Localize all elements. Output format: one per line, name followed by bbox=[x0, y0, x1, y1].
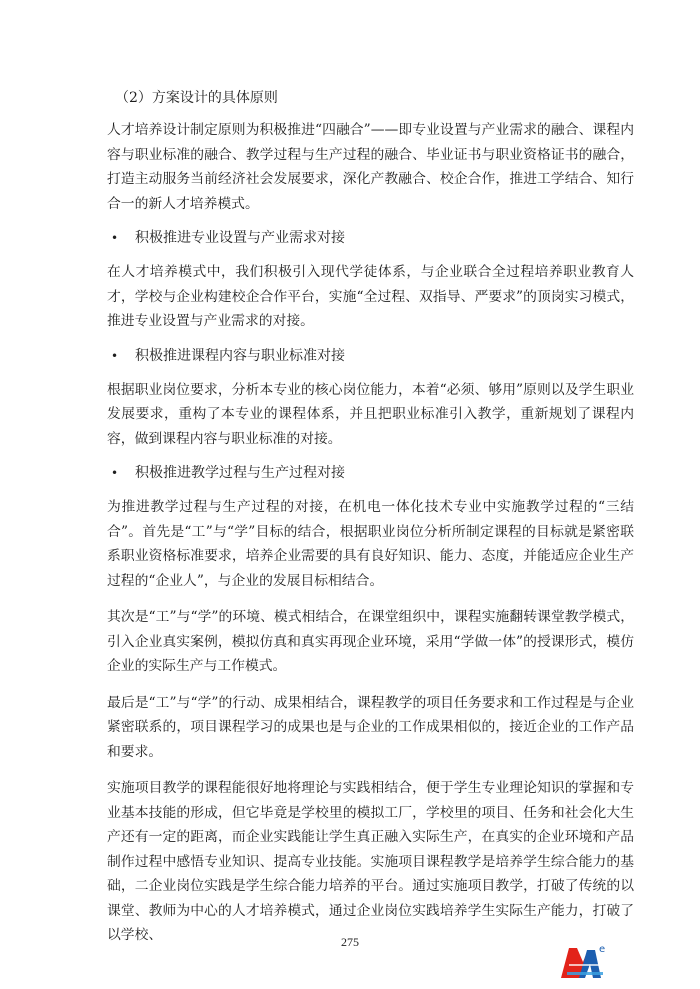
document-body bbox=[107, 88, 634, 960]
paragraph-environment-mode: 其次是“工”与“学”的环境、模式相结合，在课堂组织中，课程实施翻转课堂教学模式，引入企业真实案例，模拟仿真和真实再现企业环境，采用“学做一体”的授课形式，模仿企业的实际生产与工作模式。 bbox=[107, 609, 634, 674]
bullet-label: 积极推进教学过程与生产过程对接 bbox=[135, 465, 345, 481]
bullet-label: 积极推进课程内容与职业标准对接 bbox=[135, 347, 345, 364]
bullet-item-specialty-industry bbox=[107, 228, 634, 248]
paragraph-principle-intro: 人才培养设计制定原则为积极推进“四融合”——即专业设置与产业需求的融合、课程内容与职业标准的融合、教学过程与生产过程的融合、毕业证书与职业资格证书的融合，打造主动服务当前经济社会发展要求，深化产教融合、校企合作，推进工学结合、知行合一的新人才培养模式。 bbox=[107, 122, 634, 212]
section-heading: （2）方案设计的具体原则 bbox=[115, 90, 278, 106]
paragraph-course-system: 根据职业岗位要求，分析本专业的核心岗位能力，本着“必须、够用”原则以及学生职业发展要求，重构了本专业的课程体系，并且把职业标准引入教学，重新规划了课程内容，做到课程内容与职业标准的对接。 bbox=[107, 381, 634, 447]
bullet-item-course-standard bbox=[107, 346, 634, 366]
bullet-label: 积极推进专业设置与产业需求对接 bbox=[135, 230, 345, 246]
mfcad-logo-icon bbox=[557, 942, 609, 982]
bullet-item-teaching-production bbox=[107, 463, 634, 483]
paragraph-three-combinations: 为推进教学过程与生产过程的对接，在机电一体化技术专业中实施教学过程的“三结合”。首先是“工”与“学”目标的结合，根据职业岗位分析所制定课程的目标就是紧密联系职业资格标准要求，培养企业需要的具有良好知识、能力、态度，并能适应企业生产过程的“企业人”，与企业的发展目标相结合。 bbox=[107, 499, 634, 589]
page-number: 275 bbox=[341, 935, 359, 949]
bullet-dot-icon: • bbox=[111, 348, 119, 363]
logo-letter: e bbox=[599, 944, 606, 955]
bullet-dot-icon: • bbox=[111, 231, 119, 245]
paragraph-action-result: 最后是“工”与“学”的行动、成果相结合，课程教学的项目任务要求和工作过程是与企业紧密联系的，项目课程学习的成果也是与企业的工作成果相似的，接近企业的工作产品和要求。 bbox=[107, 694, 634, 760]
paragraph-apprenticeship: 在人才培养模式中，我们积极引入现代学徒体系，与企业联合全过程培养职业教育人才，学校与企业构建校企合作平台，实施“全过程、双指导、严要求”的顶岗实习模式，推进专业设置与产业需求的对接。 bbox=[107, 264, 634, 329]
paragraph-project-teaching: 实施项目教学的课程能很好地将理论与实践相结合，便于学生专业理论知识的掌握和专业基本技能的形成，但它毕竟是学校里的模拟工厂，学校里的项目、任务和社会化大生产还有一定的距离，而企业实践能让学生真正融入实际生产，在真实的企业环境和产品制作过程中感悟专业知识、提高专业技能。实施项目课程教学是培养学生综合能力的基础，二企业岗位实践是学生综合能力培养的平台。通过实施项目教学，打破了传统的以课堂、教师为中心的人才培养模式，通过企业岗位实践培养学生实际生产能力，打破了以学校、 bbox=[107, 780, 634, 943]
bullet-dot-icon: • bbox=[111, 466, 119, 480]
